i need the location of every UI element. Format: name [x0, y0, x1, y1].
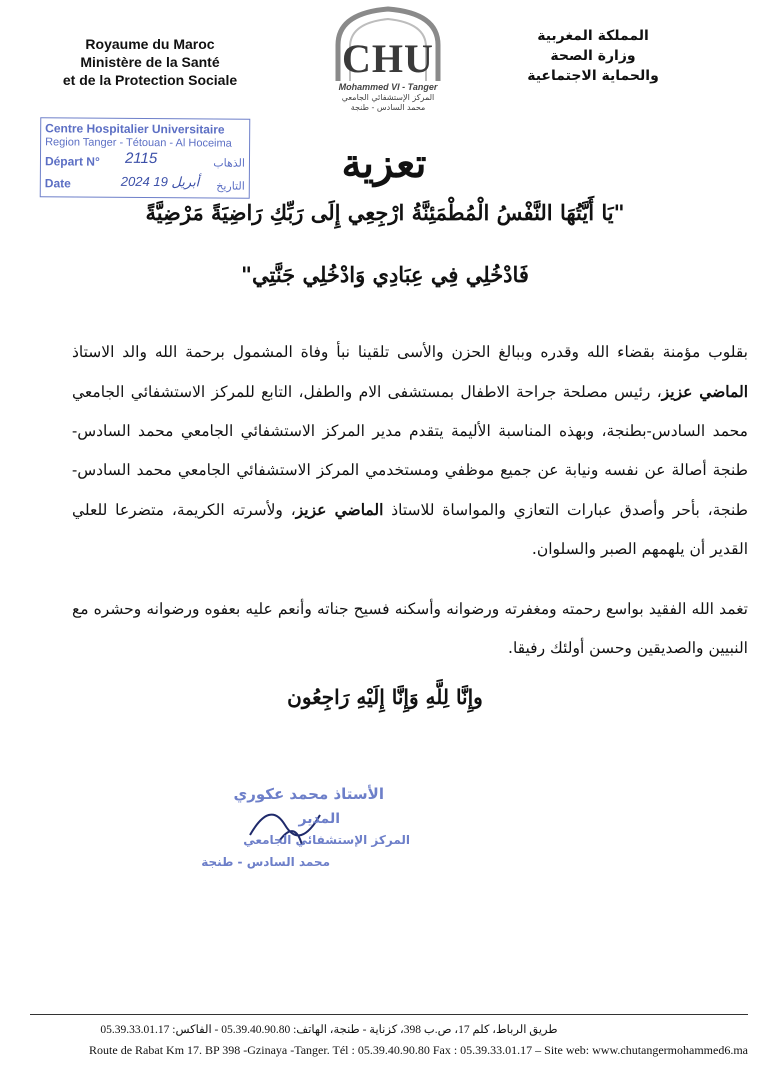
closing-verse: وإِنَّا لِلَّهِ وَإِنَّا إِلَيْهِ رَاجِعُون	[287, 685, 483, 709]
stamp-line: Region Tanger - Tétouan - Al Hoceima	[45, 136, 232, 150]
signature-org: المركز الإستشفائي الجامعي	[243, 833, 410, 847]
header-line: Royaume du Maroc	[85, 36, 215, 52]
header-line: Ministère de la Santé	[80, 54, 220, 70]
header-line: وزارة الصحة	[550, 48, 636, 64]
logo-line: Mohammed VI - Tanger	[338, 82, 438, 92]
stamp-date-label: Date	[44, 176, 71, 191]
director-signature	[180, 785, 410, 885]
stamp-date-arabic: التاريخ	[216, 180, 245, 193]
header-line: et de la Protection Sociale	[62, 72, 238, 88]
footer-address-french: Route de Rabat Km 17. BP 398 -Gzinaya -Tanger. Tél : 05.39.40.90.80 Fax : 05.39.33.01.17 – Site web: www.chutangermohammed6.ma	[89, 1043, 748, 1057]
paragraph-text: ، رئيس مصلحة جراحة الاطفال بمستشفى الام والطفل، التابع للمركز الاستشفائي الجامعي محمد السادس-بطنجة، وبهذه المناسبة الأليمة يتقدم مدير المركز الاستشفائي الجامعي محمد السادس- طنجة أصالة عن نفسه ونيابة عن جميع موظفي ومستخدمي المركز الاستشفائي الجامعي محمد السادس-طنجة، بأحر وأصدق عبارات التعازي والمواساة للاستاذ	[72, 383, 748, 519]
footer-divider	[30, 1014, 748, 1015]
stamp-line: Centre Hospitalier Universitaire	[45, 121, 225, 137]
stamp-depart-arabic: الذهاب	[213, 157, 246, 170]
paragraph-text: ، ولأسرته الكريمة، متضرعا للعلي القدير أن يلهمهم الصبر والسلوان.	[72, 501, 748, 558]
signature-org: محمد السادس - طنجة	[201, 855, 330, 869]
paragraph-text: بقلوب مؤمنة بقضاء الله وقدره وببالغ الحزن والأسى تلقينا نبأ وفاة المشمول برحمة الله والد الاستاذ	[72, 343, 748, 361]
person-name: الماضي عزيز	[661, 382, 749, 401]
stamp-date-value: 2024 أبريل 19	[120, 173, 200, 190]
prayer-paragraph: تغمد الله الفقيد بواسع رحمته ومغفرته ورضوانه وأسكنه فسيح جناته وأنعم عليه بعفوه ورضوانه وحشره مع النبيين والصديقين وحسن أولئك رفيقا.	[72, 600, 748, 657]
stamp-depart-value: 2115	[124, 149, 158, 168]
signature-name: الأستاذ محمد عكوري	[233, 785, 384, 803]
reception-stamp	[40, 117, 251, 198]
chu-logo	[318, 5, 458, 115]
signature-role: المدير	[298, 811, 340, 827]
header-line: والحماية الاجتماعية	[527, 68, 659, 84]
condolence-paragraph	[72, 333, 748, 569]
logo-line: المركز الإستشفائي الجامعي	[341, 93, 435, 102]
logo-mark: CHU	[342, 36, 434, 81]
header-line: المملكة المغربية	[537, 28, 649, 44]
quran-verse-line2: فَادْخُلِي فِي عِبَادِي وَادْخُلِي جَنَّتِي"	[241, 262, 529, 287]
footer-address-arabic: طريق الرباط، كلم 17، ص.ب 398، كزناية - طنجة، الهاتف: 05.39.40.90.80 - الفاكس: 05.39.33.01.17	[100, 1024, 558, 1036]
header-french	[50, 35, 250, 89]
header-arabic	[508, 26, 678, 86]
quran-verse-line1: "يَا أَيَّتُهَا النَّفْسُ الْمُطْمَئِنَّةُ ارْجِعِي إِلَى رَبِّكِ رَاضِيَةً مَرْضِيَّةً	[145, 200, 625, 225]
person-name: الماضي عزيز	[295, 500, 384, 519]
logo-line: محمد السادس - طنجة	[350, 103, 426, 112]
document-title: تعزية	[341, 140, 427, 187]
stamp-depart-label: Départ N°	[44, 154, 100, 169]
